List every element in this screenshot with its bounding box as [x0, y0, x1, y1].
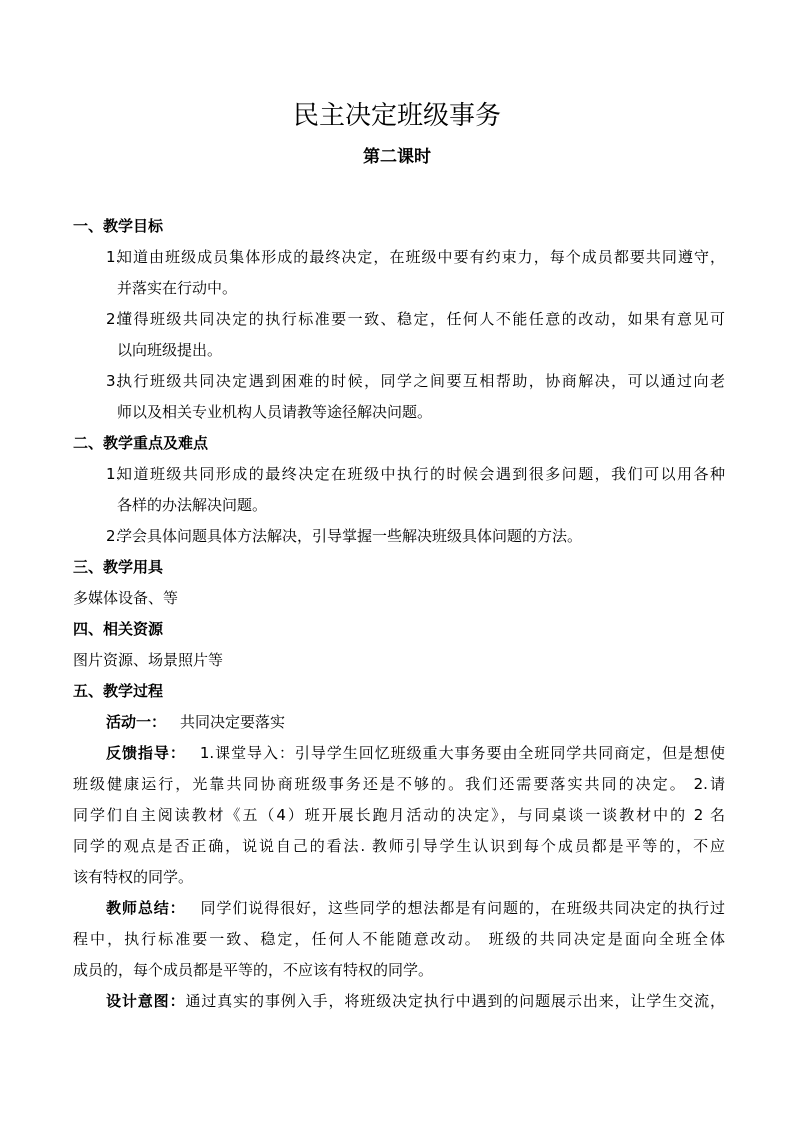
activity-line	[73, 707, 725, 738]
list-item	[73, 366, 725, 397]
design-text: 通过真实的事例入手，将班级决定执行中遇到的问题展示出来，让学生交流，	[185, 992, 725, 1010]
list-item	[73, 304, 725, 335]
item-number: 1.	[106, 465, 121, 483]
document-title: 民主决定班级事务	[292, 101, 501, 131]
item-text: 知道班级共同形成的最终决定在班级中执行的时候会遇到很多问题，我们可以用各种	[117, 465, 725, 483]
activity-label: 活动一：	[106, 713, 167, 731]
section-heading-resources: 四、相关资源	[73, 620, 164, 638]
item-text-continued: 以向班级提出。	[117, 341, 223, 359]
feedback-line	[73, 738, 725, 769]
feedback-text-line: 该有特权的同学。	[73, 868, 194, 886]
section-text-tools: 多媒体设备、等	[73, 589, 179, 607]
item-number: 3.	[106, 372, 121, 390]
item-text-continued: 并落实在行动中。	[117, 279, 238, 297]
feedback-text-line: 同学们自主阅读教材《五（4）班开展长跑月活动的决定》，与同桌谈一谈教材中的 2 名	[73, 806, 725, 824]
list-item	[73, 242, 725, 273]
summary-text: 同学们说得很好，这些同学的想法都是有问题的，在班级共同决定的执行过	[199, 899, 725, 917]
summary-line	[73, 893, 725, 924]
section-heading-key-points: 二、教学重点及难点	[73, 434, 209, 452]
item-number: 1.	[106, 248, 121, 266]
list-item	[73, 521, 725, 552]
section-heading-process: 五、教学过程	[73, 682, 164, 700]
feedback-text-line: 同学的观点是否正确，说说自己的看法. 教师引导学生认识到每个成员都是平等的，不应	[73, 837, 725, 855]
activity-text: 共同决定要落实	[180, 713, 286, 731]
design-line	[73, 986, 725, 1017]
item-text-continued: 各样的办法解决问题。	[117, 496, 268, 514]
summary-text-line: 成员的，每个成员都是平等的，不应该有特权的同学。	[73, 961, 434, 979]
feedback-label: 反馈指导：	[106, 744, 186, 762]
section-heading-objectives: 一、教学目标	[73, 217, 164, 235]
item-text: 学会具体问题具体方法解决，引导掌握一些解决班级具体问题的方法。	[117, 527, 583, 545]
feedback-text: 1.课堂导入：引导学生回忆班级重大事务要由全班同学共同商定，但是想使	[199, 744, 725, 762]
item-number: 2.	[106, 310, 121, 328]
feedback-text-line: 班级健康运行，光靠共同协商班级事务还是不够的。我们还需要落实共同的决定。 2.请	[73, 775, 725, 793]
item-text: 知道由班级成员集体形成的最终决定，在班级中要有约束力，每个成员都要共同遵守，	[117, 248, 725, 266]
summary-text-line: 程中，执行标准要一致、稳定，任何人不能随意改动。 班级的共同决定是面向全班全体	[73, 930, 725, 948]
document-subtitle: 第二课时	[363, 147, 431, 167]
section-text-resources: 图片资源、场景照片等	[73, 651, 224, 669]
document-body	[73, 211, 725, 1017]
section-heading-tools: 三、教学用具	[73, 558, 164, 576]
item-text: 执行班级共同决定遇到困难的时候，同学之间要互相帮助，协商解决，可以通过向老	[117, 372, 725, 390]
list-item	[73, 459, 725, 490]
item-text: 懂得班级共同决定的执行标准要一致、稳定，任何人不能任意的改动，如果有意见可	[117, 310, 725, 328]
summary-label: 教师总结：	[106, 899, 186, 917]
item-text-continued: 师以及相关专业机构人员请教等途径解决问题。	[117, 403, 433, 421]
design-label: 设计意图：	[106, 992, 186, 1010]
item-number: 2.	[106, 527, 121, 545]
